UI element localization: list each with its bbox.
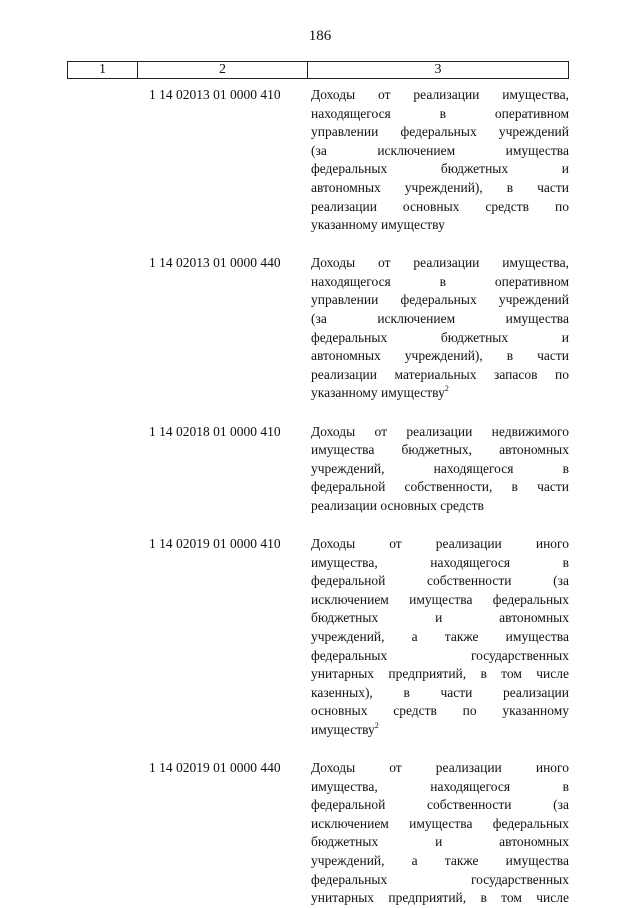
description-line-text: автономных учреждений), в части <box>311 179 569 195</box>
description-line <box>311 684 569 703</box>
description-line <box>311 423 569 442</box>
description-line <box>311 123 569 142</box>
description-line-text: унитарных предприятий, в том числе <box>311 666 569 682</box>
page-number: 186 <box>308 28 332 44</box>
description-line <box>311 721 569 740</box>
description-line-text: находящегося в оперативном <box>311 273 569 289</box>
description-line <box>311 254 569 273</box>
description-line <box>311 347 569 366</box>
description-line <box>311 384 569 403</box>
description-line-text: имущества, находящегося в <box>311 778 569 794</box>
description-line <box>311 647 569 666</box>
description-line <box>311 441 569 460</box>
description-line <box>311 86 569 105</box>
income-code: 1 14 02018 01 0000 410 <box>149 423 281 439</box>
income-code: 1 14 02019 01 0000 410 <box>149 535 281 551</box>
table-row <box>0 759 640 908</box>
income-description <box>311 423 569 516</box>
description-line <box>311 160 569 179</box>
description-line <box>311 460 569 479</box>
income-description <box>311 254 569 403</box>
income-description <box>311 759 569 908</box>
description-line-text: Доходы от реализации имущества, <box>311 87 569 102</box>
description-line <box>311 366 569 385</box>
column-header-row <box>67 61 569 79</box>
description-line-text: федеральной собственности, в части <box>311 479 569 495</box>
description-line-text: федеральных бюджетных и <box>311 161 569 177</box>
description-line-text: имуществу <box>311 721 375 737</box>
description-line <box>311 273 569 292</box>
description-line-text: учреждений, а также имущества <box>311 628 569 644</box>
description-line <box>311 329 569 348</box>
description-line-text: (за исключением имущества <box>311 142 569 158</box>
description-line-text: реализации материальных запасов по <box>311 366 569 382</box>
description-line-text: исключением имущества федеральных <box>311 591 569 607</box>
description-line <box>311 702 569 721</box>
income-code: 1 14 02013 01 0000 440 <box>149 255 281 271</box>
description-line-text: реализации основных средств по <box>311 198 569 214</box>
description-line <box>311 871 569 890</box>
description-line <box>311 609 569 628</box>
description-line <box>311 833 569 852</box>
description-line <box>311 628 569 647</box>
description-line-text: федеральных государственных <box>311 871 569 887</box>
description-line <box>311 778 569 797</box>
description-line-text: унитарных предприятий, в том числе <box>311 890 569 906</box>
description-line-text: основных средств по указанному <box>311 703 569 719</box>
description-line-text: бюджетных и автономных <box>311 610 569 626</box>
description-line-text: федеральной собственности (за <box>311 797 569 813</box>
column-header-2: 2 <box>138 62 308 78</box>
description-line <box>311 105 569 124</box>
income-code: 1 14 02013 01 0000 410 <box>149 87 281 102</box>
description-line <box>311 665 569 684</box>
description-line-text: находящегося в оперативном <box>311 105 569 121</box>
description-line <box>311 572 569 591</box>
description-line <box>311 291 569 310</box>
description-line-text: реализации основных средств <box>311 497 484 513</box>
classification-table-body <box>0 86 640 908</box>
description-line-text: указанному имуществу <box>311 217 445 233</box>
description-line-text: Доходы от реализации недвижимого <box>311 423 569 439</box>
description-line-text: имущества бюджетных, автономных <box>311 442 569 458</box>
description-line-text: Доходы от реализации иного <box>311 760 569 775</box>
description-line <box>311 216 569 235</box>
description-line-text: указанному имуществу <box>311 385 445 401</box>
description-line <box>311 796 569 815</box>
description-line <box>311 759 569 778</box>
column-header-1: 1 <box>68 62 138 78</box>
table-row <box>0 86 640 235</box>
description-line <box>311 310 569 329</box>
description-line <box>311 535 569 554</box>
footnote-marker: 2 <box>374 720 379 730</box>
table-row <box>0 254 640 403</box>
description-line-text: имущества, находящегося в <box>311 554 569 570</box>
description-line-text: казенных), в части реализации <box>311 684 569 700</box>
description-line-text: Доходы от реализации иного <box>311 535 569 551</box>
description-line-text: учреждений, а также имущества <box>311 852 569 868</box>
description-line-text: Доходы от реализации имущества, <box>311 255 569 271</box>
description-line-text: автономных учреждений), в части <box>311 348 569 364</box>
description-line-text: управлении федеральных учреждений <box>311 124 569 140</box>
description-line-text: учреждений, находящегося в <box>311 460 569 476</box>
description-line <box>311 554 569 573</box>
description-line-text: федеральных государственных <box>311 647 569 663</box>
income-code: 1 14 02019 01 0000 440 <box>149 760 281 775</box>
description-line <box>311 497 569 516</box>
income-description <box>311 86 569 235</box>
description-line-text: (за исключением имущества <box>311 311 569 327</box>
description-line <box>311 142 569 161</box>
description-line <box>311 852 569 871</box>
description-line <box>311 198 569 217</box>
description-line <box>311 478 569 497</box>
table-row <box>0 535 640 740</box>
description-line <box>311 591 569 610</box>
description-line-text: бюджетных и автономных <box>311 834 569 850</box>
description-line-text: управлении федеральных учреждений <box>311 292 569 308</box>
description-line-text: федеральных бюджетных и <box>311 329 569 345</box>
column-header-3: 3 <box>434 62 442 77</box>
income-description <box>311 535 569 740</box>
footnote-marker: 2 <box>444 384 449 394</box>
description-line-text: федеральной собственности (за <box>311 573 569 589</box>
description-line <box>311 815 569 834</box>
description-line <box>311 179 569 198</box>
description-line-text: исключением имущества федеральных <box>311 815 569 831</box>
table-row <box>0 423 640 516</box>
